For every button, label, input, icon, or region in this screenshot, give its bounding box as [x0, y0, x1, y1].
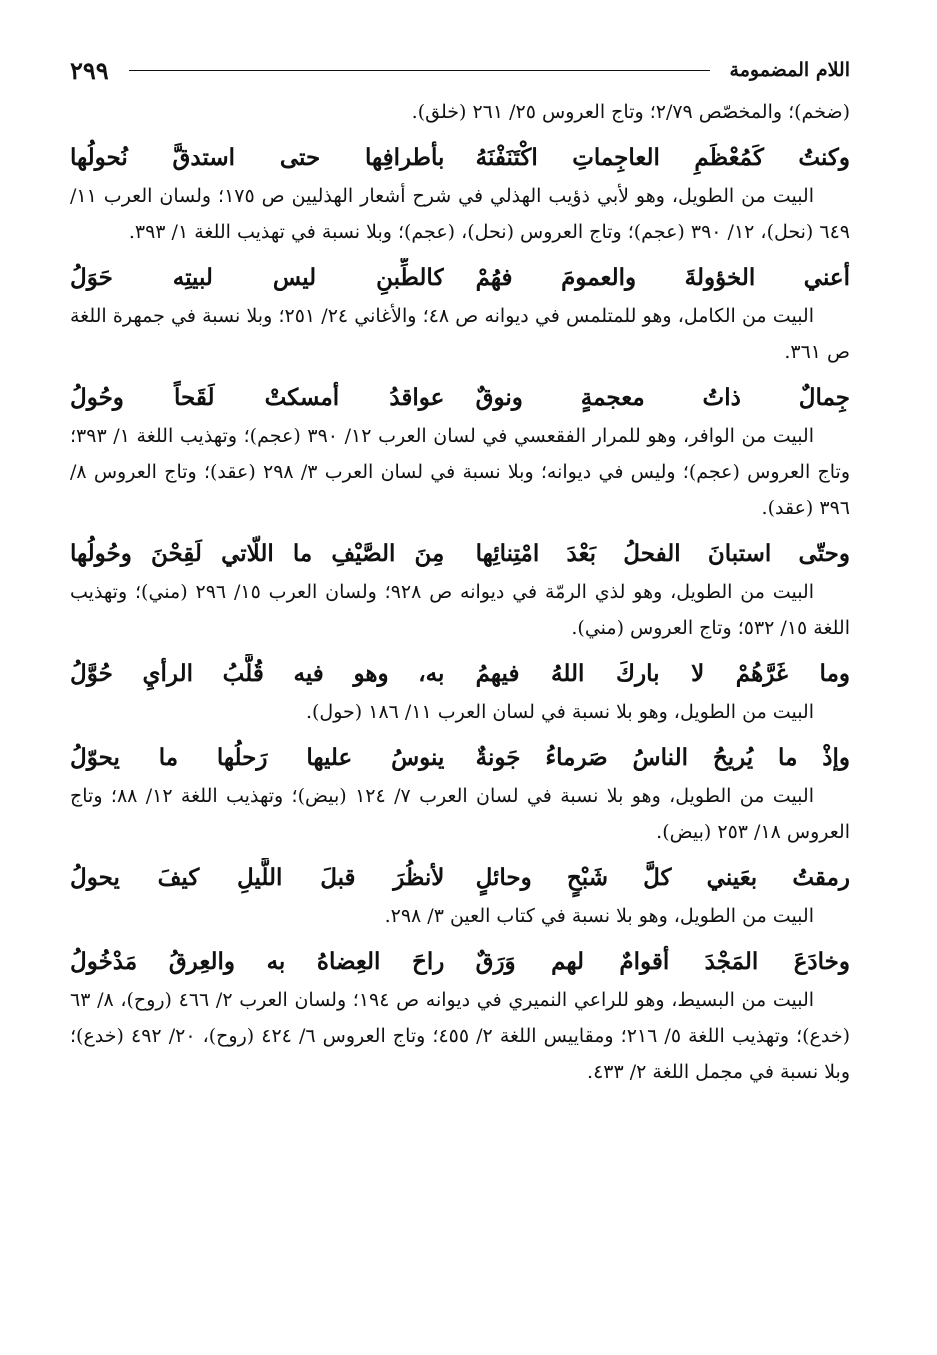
- verse-second-hemistich: كالطِّبنِ ليس لبيتِه حَوَلُ: [70, 264, 445, 291]
- verse-second-hemistich: به، وهو فيه قُلَّبُ الرأيِ حُوَّلُ: [70, 660, 445, 687]
- verse-first-hemistich: وإذْ ما يُريحُ الناسُ صَرماءُ جَونةٌ: [475, 744, 850, 771]
- verse-second-hemistich: مِنَ الصَّيْفِ ما اللّاتي لَقِحْنَ وحُولُها: [70, 540, 445, 567]
- verse-first-hemistich: وحتّى استبانَ الفحلُ بَعْدَ امْتِنائِها: [475, 540, 850, 567]
- lead-text: (ضخم)؛ والمخصّص ٢/٧٩؛ وتاج العروس ٢٥/ ٢٦١ (خلق).: [411, 101, 850, 123]
- entry-3: [70, 378, 850, 526]
- header-rule: [129, 70, 710, 71]
- entry-7: [70, 858, 850, 934]
- entry-5: [70, 654, 850, 730]
- verse: [70, 378, 850, 418]
- verse: [70, 858, 850, 898]
- verse-first-hemistich: رمقتُ بعَيني كلَّ شَبْحٍ وحائلٍ: [475, 864, 850, 891]
- verse-first-hemistich: جِمالٌ ذاتُ معجمةٍ ونوقٌ: [475, 384, 850, 411]
- verse-second-hemistich: عواقدُ أمسكتْ لَقَحاً وحُولُ: [70, 384, 445, 411]
- entry-8: [70, 942, 850, 1090]
- page: [70, 52, 850, 1096]
- verse: [70, 942, 850, 982]
- verse-note: البيت من الوافر، وهو للمرار الفقعسي في لسان العرب ١٢/ ٣٩٠ (عجم)؛ وتهذيب اللغة ١/ ٣٩٣؛ وتاج العروس (عجم)؛ وليس في ديوانه؛ وبلا نسبة في لسان العرب ٣/ ٢٩٨ (عقد)؛ وتاج العروس ٨/ ٣٩٦ (عقد).: [70, 425, 850, 519]
- verse-note: البيت من الطويل، وهو لأبي ذؤيب الهذلي في شرح أشعار الهذليين ص ١٧٥؛ ولسان العرب ١١/ ٦٤٩ (نحل)، ١٢/ ٣٩٠ (عجم)؛ وتاج العروس (نحل)، (عجم)؛ وبلا نسبة في تهذيب اللغة ١/ ٣٩٣.: [70, 185, 850, 243]
- verse-note: البيت من الطويل، وهو لذي الرمّة في ديوانه ص ٩٢٨؛ ولسان العرب ١٥/ ٢٩٦ (مني)؛ وتهذيب اللغة ١٥/ ٥٣٢؛ وتاج العروس (مني).: [70, 581, 850, 639]
- page-header: [70, 52, 850, 88]
- entry-6: [70, 738, 850, 850]
- verse: [70, 654, 850, 694]
- verse: [70, 138, 850, 178]
- verse-first-hemistich: أعني الخؤولةَ والعمومَ فهُمْ: [475, 264, 850, 291]
- verse-second-hemistich: لأنظُرَ قبلَ اللَّيلِ كيفَ يحولُ: [70, 864, 445, 891]
- verse-note: البيت من الكامل، وهو للمتلمس في ديوانه ص ٤٨؛ والأغاني ٢٤/ ٢٥١؛ وبلا نسبة في جمهرة اللغة ص ٣٦١.: [70, 305, 850, 363]
- verse-note: البيت من البسيط، وهو للراعي النميري في ديوانه ص ١٩٤؛ ولسان العرب ٢/ ٤٦٦ (روح)، ٨/ ٦٣ (خدع)؛ وتهذيب اللغة ٥/ ٢١٦؛ ومقاييس اللغة ٢/ ٤٥٥؛ وتاج العروس ٦/ ٤٢٤ (روح)، ٢٠/ ٤٩٢ (خدع)؛ وبلا نسبة في مجمل اللغة ٢/ ٤٣٣.: [70, 989, 851, 1083]
- entry-1: [70, 138, 850, 250]
- verse-note: البيت من الطويل، وهو بلا نسبة في كتاب العين ٣/ ٢٩٨.: [384, 905, 814, 927]
- verse: [70, 534, 850, 574]
- running-title: اللام المضمومة: [729, 59, 850, 81]
- verse-first-hemistich: وخادَعَ المَجْدَ أقوامٌ لهم وَرَقٌ: [475, 948, 850, 975]
- verse-first-hemistich: وما غَرَّهُمْ لا باركَ اللهُ فيهمُ: [475, 660, 850, 687]
- verse: [70, 738, 850, 778]
- verse: [70, 258, 850, 298]
- page-number: ٢٩٩: [70, 55, 109, 85]
- verse-note: البيت من الطويل، وهو بلا نسبة في لسان العرب ١١/ ١٨٦ (حول).: [305, 701, 814, 723]
- entry-2: [70, 258, 850, 370]
- verse-note: البيت من الطويل، وهو بلا نسبة في لسان العرب ٧/ ١٢٤ (بيض)؛ وتهذيب اللغة ١٢/ ٨٨؛ وتاج العروس ١٨/ ٢٥٣ (بيض).: [70, 785, 850, 843]
- verse-second-hemistich: بأطرافِها حتى استدقَّ نُحولُها: [70, 144, 445, 171]
- entry-4: [70, 534, 850, 646]
- verse-first-hemistich: وكنتُ كَمُعْظَمِ العاجِماتِ اكْتَنَفْنَهُ: [475, 144, 850, 171]
- verse-second-hemistich: ينوسُ عليها رَحلُها ما يحوّلُ: [70, 744, 445, 771]
- verse-second-hemistich: راحَ العِضاهُ به والعِرقُ مَدْخُولُ: [70, 948, 445, 975]
